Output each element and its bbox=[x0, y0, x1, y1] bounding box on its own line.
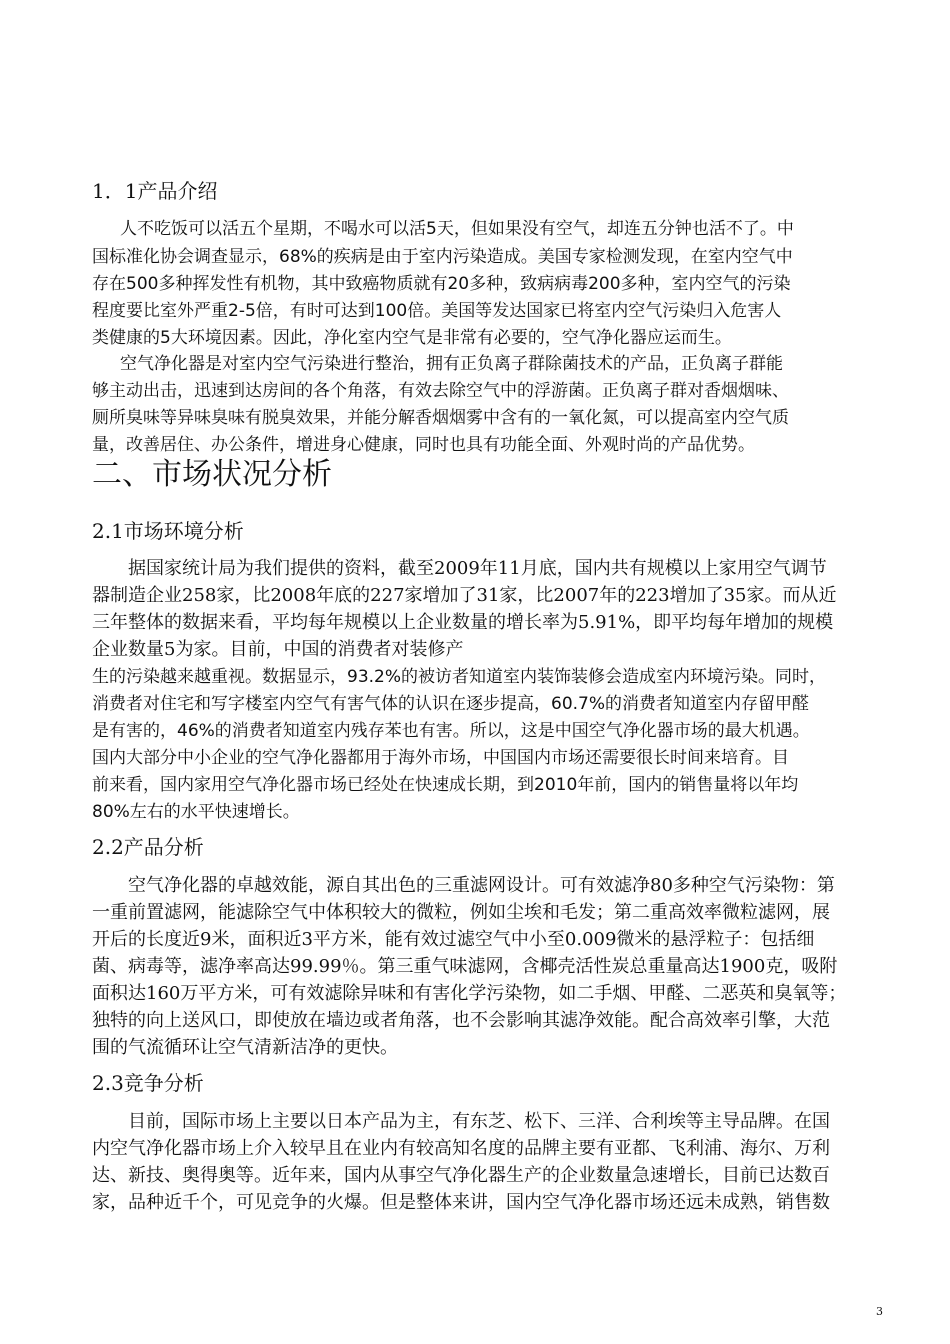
paragraph-line: 人不吃饭可以活五个星期，不喝水可以活5天，但如果没有空气，却连五分钟也活不了。中 bbox=[120, 219, 794, 239]
paragraph-line: 三年整体的数据来看，平均每年规模以上企业数量的增长率为5.91%，即平均每年增加的规模 bbox=[92, 612, 834, 633]
paragraph-line: 空气净化器是对室内空气污染进行整治，拥有正负离子群除菌技术的产品，正负离子群能 bbox=[120, 354, 783, 374]
paragraph-line: 内空气净化器市场上介入较早且在业内有较高知名度的品牌主要有亚都、飞利浦、海尔、万利 bbox=[92, 1138, 830, 1159]
paragraph-line: 80%左右的水平快速增长。 bbox=[92, 802, 300, 822]
page-number: 3 bbox=[876, 1305, 883, 1318]
section-2-1-heading: 2.1市场环境分析 bbox=[92, 519, 244, 543]
section-1-1-heading: 1．1产品介绍 bbox=[92, 179, 218, 203]
section-2-3-heading: 2.3竞争分析 bbox=[92, 1071, 204, 1095]
paragraph-line: 一重前置滤网，能滤除空气中体积较大的微粒，例如尘埃和毛发；第二重高效率微粒滤网，展 bbox=[92, 902, 830, 923]
paragraph-line: 面积达160万平方米，可有效滤除异味和有害化学污染物，如二手烟、甲醛、二恶英和臭氧等； bbox=[92, 983, 847, 1004]
paragraph-line: 据国家统计局为我们提供的资料，截至2009年11月底，国内共有规模以上家用空气调节 bbox=[128, 558, 827, 579]
paragraph-line: 前来看，国内家用空气净化器市场已经处在快速成长期，到2010年前，国内的销售量将以年均 bbox=[92, 775, 799, 795]
paragraph-line: 是有害的，46%的消费者知道室内残存苯也有害。所以，这是中国空气净化器市场的最大机遇。 bbox=[92, 721, 810, 741]
paragraph-line: 达、新技、奥得奥等。近年来，国内从事空气净化器生产的企业数量急速增长，目前已达数百 bbox=[92, 1165, 830, 1186]
paragraph-line: 围的气流循环让空气清新洁净的更快。 bbox=[92, 1037, 398, 1058]
paragraph-line: 菌、病毒等，滤净率高达99.99％。第三重气味滤网，含椰壳活性炭总重量高达1900克，吸附 bbox=[92, 956, 838, 977]
section-2-heading: 二、市场状况分析 bbox=[92, 457, 332, 492]
paragraph-line: 器制造企业258家，比2008年底的227家增加了31家，比2007年的223增加了35家。而从近 bbox=[92, 585, 837, 606]
paragraph-line: 国标准化协会调查显示，68%的疾病是由于室内污染造成。美国专家检测发现，在室内空气中 bbox=[92, 247, 793, 267]
paragraph-line: 够主动出击，迅速到达房间的各个角落，有效去除空气中的浮游菌。正负离子群对香烟烟味、 bbox=[92, 381, 789, 401]
paragraph-line: 国内大部分中小企业的空气净化器都用于海外市场，中国国内市场还需要很长时间来培育。目 bbox=[92, 748, 789, 768]
paragraph-line: 厕所臭味等异味臭味有脱臭效果，并能分解香烟烟雾中含有的一氧化氮，可以提高室内空气质 bbox=[92, 408, 789, 428]
paragraph-line: 生的污染越来越重视。数据显示，93.2%的被访者知道室内装饰装修会造成室内环境污染。同时， bbox=[92, 667, 827, 687]
paragraph-line: 量，改善居住、办公条件，增进身心健康，同时也具有功能全面、外观时尚的产品优势。 bbox=[92, 435, 755, 455]
paragraph-line: 消费者对住宅和写字楼室内空气有害气体的认识在逐步提高，60.7%的消费者知道室内存留甲醛 bbox=[92, 694, 810, 714]
section-2-2-heading: 2.2产品分析 bbox=[92, 835, 204, 859]
paragraph-line: 开后的长度近9米，面积近3平方米，能有效过滤空气中小至0.009微米的悬浮粒子：包括细 bbox=[92, 929, 815, 950]
paragraph-line: 目前，国际市场上主要以日本产品为主，有东芝、松下、三洋、合利埃等主导品牌。在国 bbox=[128, 1111, 830, 1132]
paragraph-line: 空气净化器的卓越效能，源自其出色的三重滤网设计。可有效滤净80多种空气污染物：第 bbox=[128, 875, 835, 896]
paragraph-line: 独特的向上送风口，即使放在墙边或者角落，也不会影响其滤净效能。配合高效率引擎，大范 bbox=[92, 1010, 830, 1031]
paragraph-line: 存在500多种挥发性有机物，其中致癌物质就有20多种，致病病毒200多种，室内空气的污染 bbox=[92, 274, 791, 294]
paragraph-line: 家，品种近千个，可见竞争的火爆。但是整体来讲，国内空气净化器市场还远未成熟，销售数 bbox=[92, 1192, 830, 1213]
paragraph-line: 类健康的5大环境因素。因此，净化室内空气是非常有必要的，空气净化器应运而生。 bbox=[92, 328, 732, 348]
paragraph-line: 程度要比室外严重2-5倍，有时可达到100倍。美国等发达国家已将室内空气污染归入危害人 bbox=[92, 301, 782, 321]
paragraph-line: 企业数量5为家。目前，中国的消费者对装修产 bbox=[92, 639, 464, 660]
